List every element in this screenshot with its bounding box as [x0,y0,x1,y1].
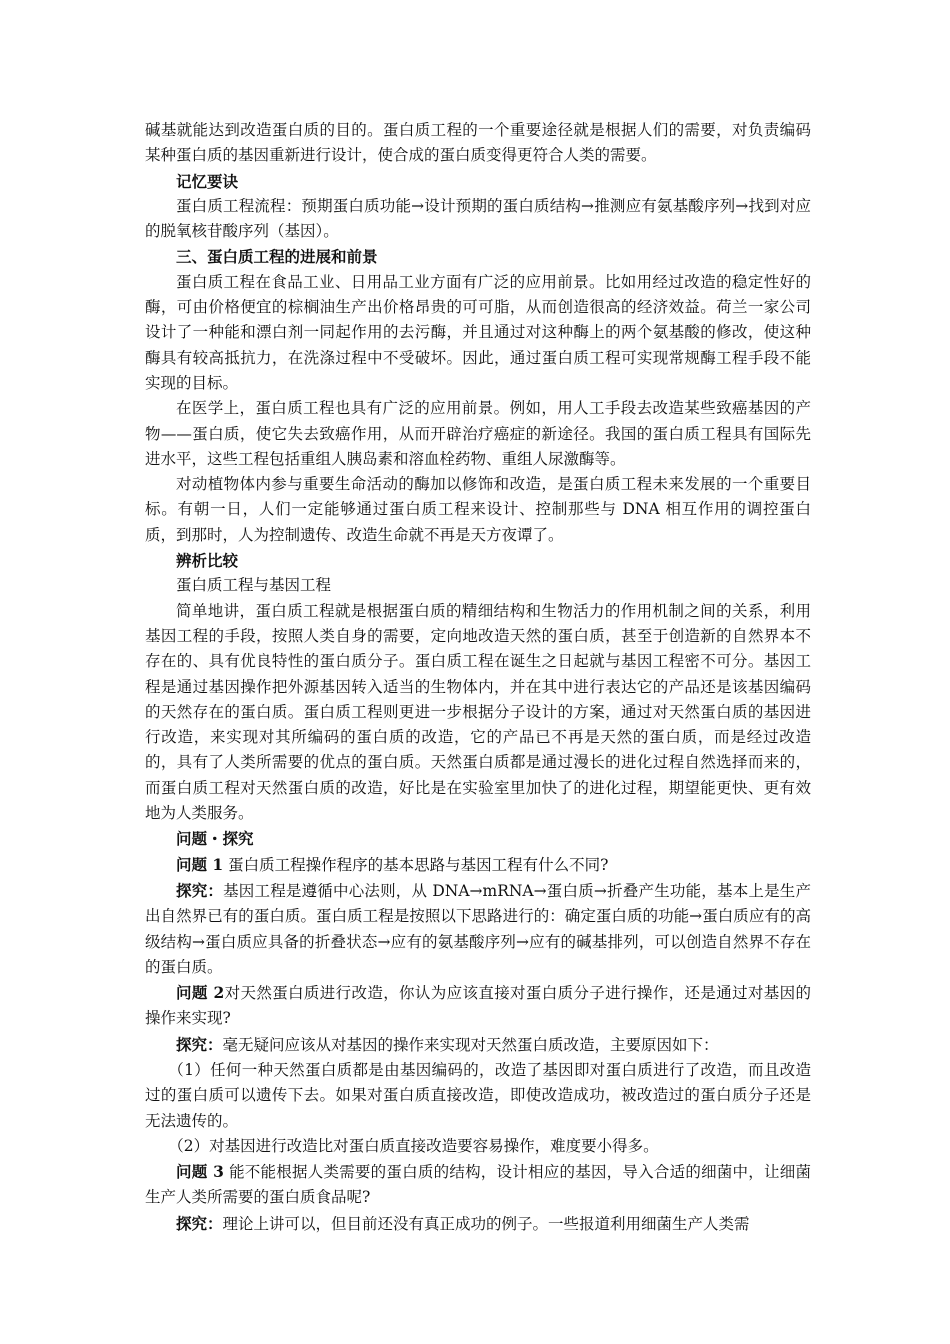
answer-2-item-2: （2）对基因进行改造比对蛋白质直接改造要容易操作，难度要小得多。 [168,1136,659,1155]
answer-3 [145,1211,811,1237]
question-2 [145,980,811,1032]
question-1 [145,852,811,878]
question-1-label: 问题 1 [176,854,224,874]
answer-1-text: 基因工程是遵循中心法则，从 DNA→mRNA→蛋白质→折叠产生功能，基本上是生产出自然界已有的蛋白质。蛋白质工程是按照以下思路进行的：确定蛋白质的功能→蛋白质应有的高级结构→蛋白质应具备的折叠状态→应有的氨基酸序列→应有的碱基排列，可以创造自然界不存在的蛋白质。 [145,881,811,976]
answer-2 [145,1032,811,1058]
section3-paragraph-3: 对动植物体内参与重要生命活动的酶加以修饰和改造，是蛋白质工程未来发展的一个重要目标。有朝一日，人们一定能够通过蛋白质工程来设计、控制那些与 DNA 相互作用的调控蛋白质，到那时，人为控制遗传、改造生命就不再是天方夜谭了。 [145,475,811,544]
compare-paragraph: 简单地讲，蛋白质工程就是根据蛋白质的精细结构和生物活力的作用机制之间的关系，利用基因工程的手段，按照人类自身的需要，定向地改造天然的蛋白质，甚至于创造新的自然界本不存在的、具有优良特性的蛋白质分子。蛋白质工程在诞生之日起就与基因工程密不可分。基因工程是通过基因操作把外源基因转入适当的生物体内，并在其中进行表达它的产品还是该基因编码的天然存在的蛋白质。蛋白质工程则更进一步根据分子设计的方案，通过对天然蛋白质的基因进行改造，来实现对其所编码的蛋白质的改造，它的产品已不再是天然的蛋白质，而是经过改造的，具有了人类所需要的优点的蛋白质。天然蛋白质都是通过漫长的进化过程自然选择而来的，而蛋白质工程对天然蛋白质的改造，好比是在实验室里加快了的进化过程，期望能更快、更有效地为人类服务。 [145,601,811,823]
document-page [145,118,811,1237]
question-3 [145,1159,811,1211]
section3-paragraph-1: 蛋白质工程在食品工业、日用品工业方面有广泛的应用前景。比如用经过改造的稳定性好的酶，可由价格便宜的棕榈油生产出价格昂贵的可可脂，从而创造很高的经济效益。荷兰一家公司设计了一种能和漂白剂一同起作用的去污酶，并且通过对这种酶上的两个氨基酸的修改，使这种酶具有较高抵抗力，在洗涤过程中不受破坏。因此，通过蛋白质工程可实现常规酶工程手段不能实现的目标。 [145,272,811,392]
question-2-text: 对天然蛋白质进行改造，你认为应该直接对蛋白质分子进行操作，还是通过对基因的操作来实现? [145,984,811,1028]
question-3-text: 能不能根据人类需要的蛋白质的结构，设计相应的基因，导入合适的细菌中，让细菌生产人类所需要的蛋白质食品呢? [145,1163,811,1207]
answer-2-label: 探究： [176,1034,223,1054]
question-3-label: 问题 3 [176,1162,224,1182]
answer-3-text: 理论上讲可以，但目前还没有真正成功的例子。一些报道利用细菌生产人类需 [222,1214,750,1233]
memory-paragraph: 蛋白质工程流程：预期蛋白质功能→设计预期的蛋白质结构→推测应有氨基酸序列→找到对应的脱氧核苷酸序列（基因）。 [145,196,811,241]
question-2-label: 问题 2 [176,983,225,1003]
qa-heading: 问题・探究 [176,829,254,849]
intro-paragraph: 碱基就能达到改造蛋白质的目的。蛋白质工程的一个重要途径就是根据人们的需要，对负责编码某种蛋白质的基因重新进行设计，使合成的蛋白质变得更符合人类的需要。 [145,121,811,165]
answer-1 [145,878,811,980]
section3-heading: 三、蛋白质工程的进展和前景 [176,247,378,267]
question-1-text: 蛋白质工程操作程序的基本思路与基因工程有什么不同? [228,855,609,874]
compare-subtitle: 蛋白质工程与基因工程 [176,576,332,595]
answer-3-label: 探究： [176,1213,223,1233]
answer-1-label: 探究： [176,880,224,900]
compare-heading: 辨析比较 [176,551,239,571]
answer-2-item-1: （1）任何一种天然蛋白质都是由基因编码的，改造了基因即对蛋白质进行了改造，而且改造过的蛋白质可以遗传下去。如果对蛋白质直接改造，即使改造成功，被改造过的蛋白质分子还是无法遗传的。 [145,1060,811,1130]
section3-paragraph-2: 在医学上，蛋白质工程也具有广泛的应用前景。例如，用人工手段去改造某些致癌基因的产物——蛋白质，使它失去致癌作用，从而开辟治疗癌症的新途径。我国的蛋白质工程具有国际先进水平，这些工程包括重组人胰岛素和溶血栓药物、重组人尿激酶等。 [145,399,811,468]
memory-heading: 记忆要诀 [176,171,239,191]
answer-2-text: 毫无疑问应该从对基因的操作来实现对天然蛋白质改造，主要原因如下： [222,1035,719,1054]
